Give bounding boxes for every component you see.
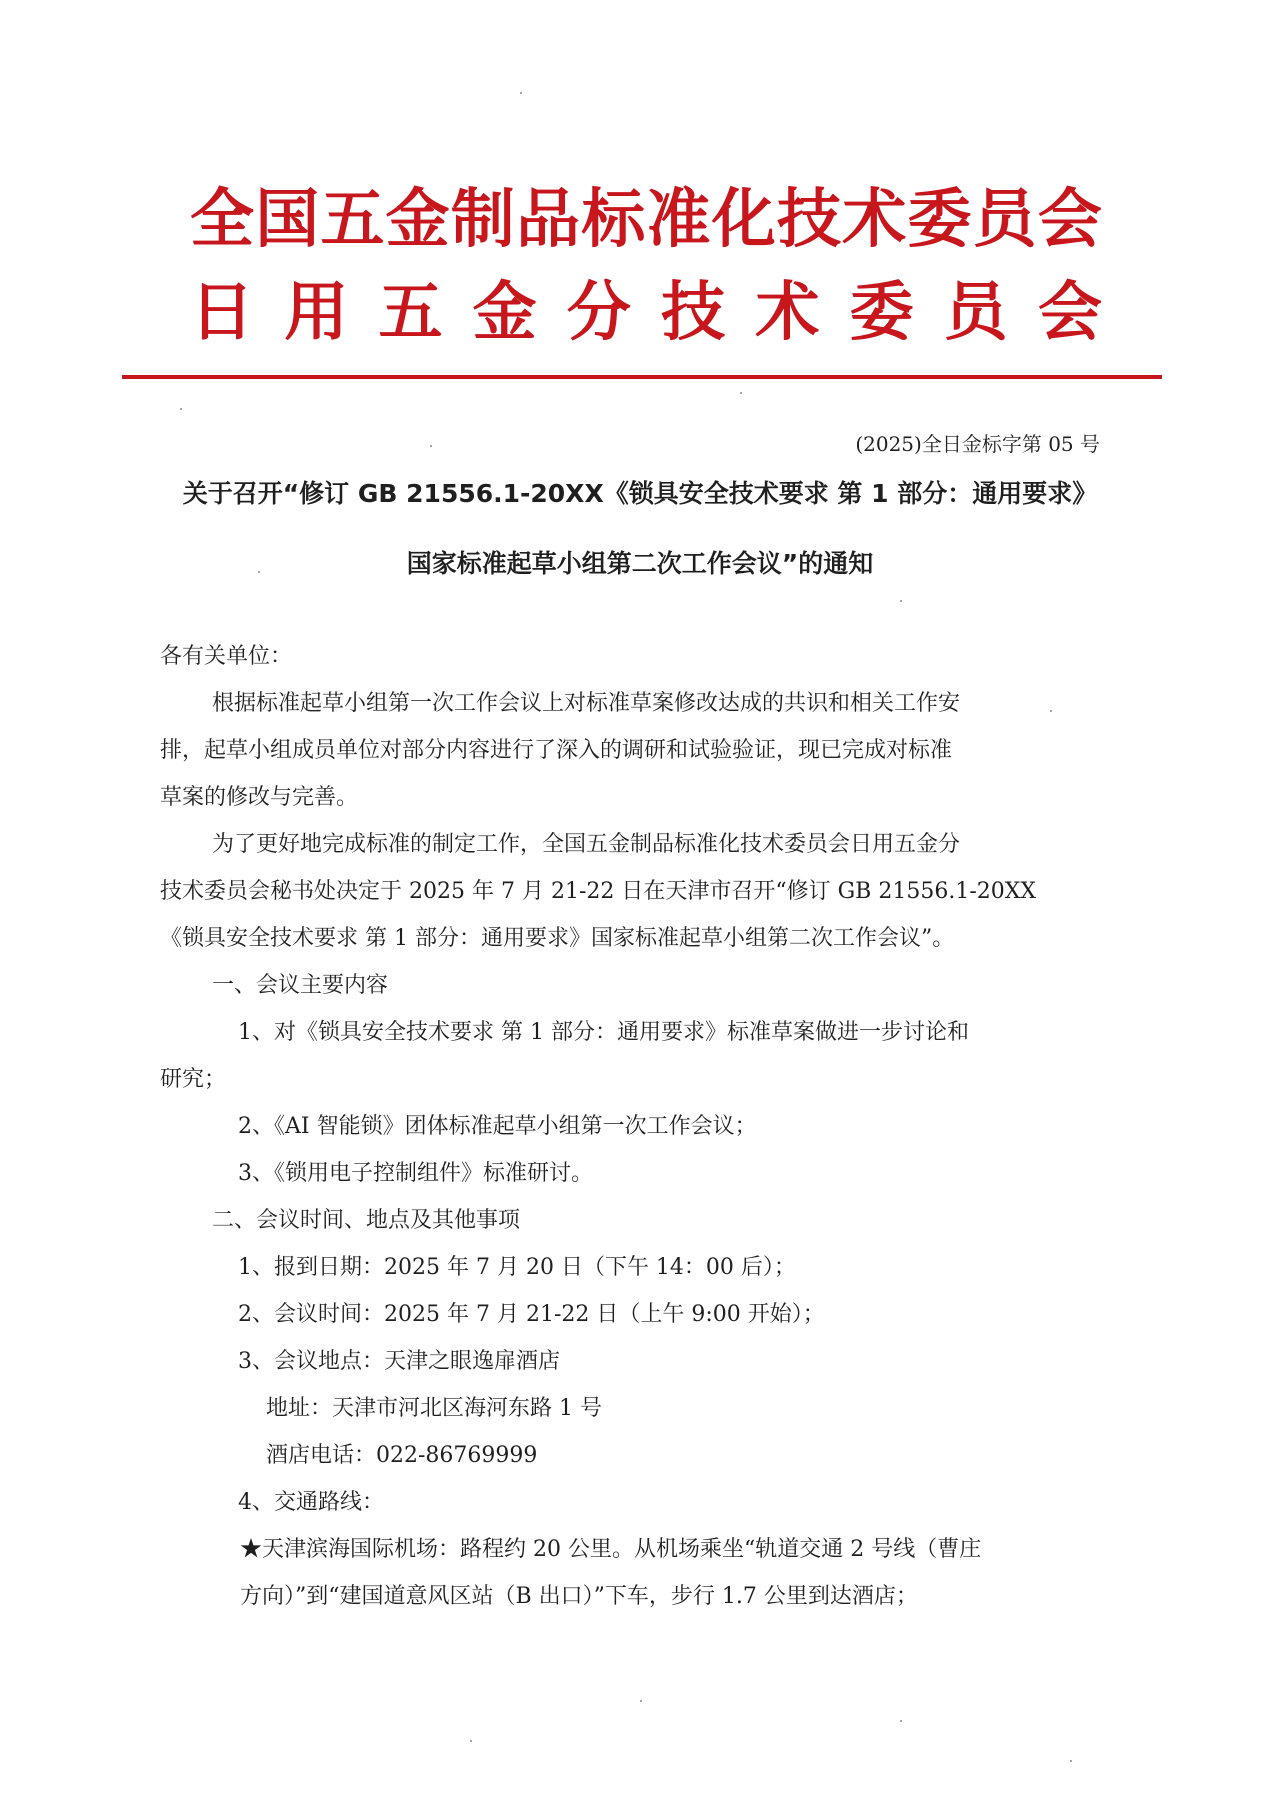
scan-speck — [900, 600, 902, 602]
paragraph-2-line-2: 技术委员会秘书处决定于 2025 年 7 月 21-22 日在天津市召开“修订 GB 21556.1-20XX — [160, 879, 1037, 904]
scan-speck — [520, 92, 522, 94]
header-char: 分 — [566, 276, 631, 350]
scan-speck — [1070, 1760, 1072, 1762]
header-char: 技 — [776, 183, 841, 257]
section-1-item-1-line-2: 研究； — [160, 1067, 227, 1092]
paragraph-2-line-3: 《锁具安全技术要求 第 1 部分：通用要求》国家标准起草小组第二次工作会议”。 — [160, 926, 955, 951]
header-char: 化 — [711, 183, 776, 257]
section-2-item-2: 2、会议时间：2025 年 7 月 21-22 日（上午 9:00 开始）； — [238, 1302, 825, 1327]
header-char: 术 — [755, 276, 820, 350]
document-number: (2025)全日金标字第 05 号 — [855, 432, 1100, 456]
paragraph-1-line-1: 根据标准起草小组第一次工作会议上对标准草案修改达成的共识和相关工作安 — [212, 691, 961, 716]
header-char: 品 — [516, 183, 581, 257]
scan-speck — [740, 392, 742, 394]
header-char: 五 — [378, 276, 443, 350]
header-char: 标 — [581, 183, 646, 257]
section-2-item-3: 3、会议地点：天津之眼逸扉酒店 — [238, 1349, 560, 1374]
paragraph-2-line-1: 为了更好地完成标准的制定工作，全国五金制品标准化技术委员会日用五金分 — [212, 832, 961, 857]
scan-speck — [180, 408, 182, 410]
header-line-1 — [190, 185, 1102, 255]
header-char: 员 — [972, 183, 1037, 257]
paragraph-1-line-2: 排，起草小组成员单位对部分内容进行了深入的调研和试验验证，现已完成对标准 — [160, 738, 953, 763]
notice-title-line-1: 关于召开“修订 GB 21556.1-20XX《锁具安全技术要求 第 1 部分：通用要求》 — [182, 479, 1098, 508]
section-1-item-3: 3、《锁用电子控制组件》标准研讨。 — [238, 1161, 593, 1186]
scan-speck — [640, 1700, 642, 1702]
header-char: 日 — [190, 276, 254, 350]
header-char: 员 — [943, 276, 1008, 350]
header-char: 国 — [255, 183, 320, 257]
scan-speck — [900, 1720, 902, 1722]
header-char: 委 — [907, 183, 972, 257]
header-divider — [122, 375, 1162, 379]
section-2-item-4: 4、交通路线： — [238, 1490, 384, 1515]
notice-body — [160, 633, 1110, 1620]
section-1-item-1-line-1: 1、对《锁具安全技术要求 第 1 部分：通用要求》标准草案做进一步讨论和 — [238, 1020, 969, 1045]
header-char: 会 — [1037, 276, 1102, 350]
header-char: 制 — [450, 183, 515, 257]
header-char: 全 — [190, 183, 254, 257]
section-2-heading: 二、会议时间、地点及其他事项 — [212, 1208, 521, 1233]
section-1-heading: 一、会议主要内容 — [212, 973, 389, 998]
scan-speck — [470, 1740, 472, 1742]
header-char: 术 — [842, 183, 907, 257]
section-1-item-2: 2、《AI 智能锁》团体标准起草小组第一次工作会议； — [238, 1114, 757, 1139]
section-2-item-1: 1、报到日期：2025 年 7 月 20 日（下午 14：00 后）； — [238, 1255, 796, 1280]
route-airport-line-2: 方向）”到“建国道意风区站（B 出口）”下车，步行 1.7 公里到达酒店； — [240, 1584, 918, 1609]
scan-speck — [258, 571, 260, 573]
header-char: 金 — [385, 183, 450, 257]
hotel-phone: 酒店电话：022-86769999 — [266, 1443, 538, 1468]
scan-speck — [430, 445, 432, 447]
header-line-2 — [190, 278, 1102, 348]
header-char: 准 — [646, 183, 711, 257]
header-char: 技 — [661, 276, 726, 350]
header-char: 五 — [320, 183, 385, 257]
salutation: 各有关单位： — [160, 644, 293, 669]
header-char: 会 — [1037, 183, 1102, 257]
paragraph-1-line-3: 草案的修改与完善。 — [160, 785, 359, 810]
route-airport-line-1: ★天津滨海国际机场：路程约 20 公里。从机场乘坐“轨道交通 2 号线（曹庄 — [240, 1537, 982, 1562]
scan-speck — [1050, 710, 1052, 712]
header-char: 用 — [284, 276, 349, 350]
hotel-address: 地址：天津市河北区海河东路 1 号 — [266, 1396, 602, 1421]
notice-title-line-2: 国家标准起草小组第二次工作会议”的通知 — [406, 549, 874, 578]
header-char: 委 — [849, 276, 914, 350]
header-char: 金 — [472, 276, 537, 350]
